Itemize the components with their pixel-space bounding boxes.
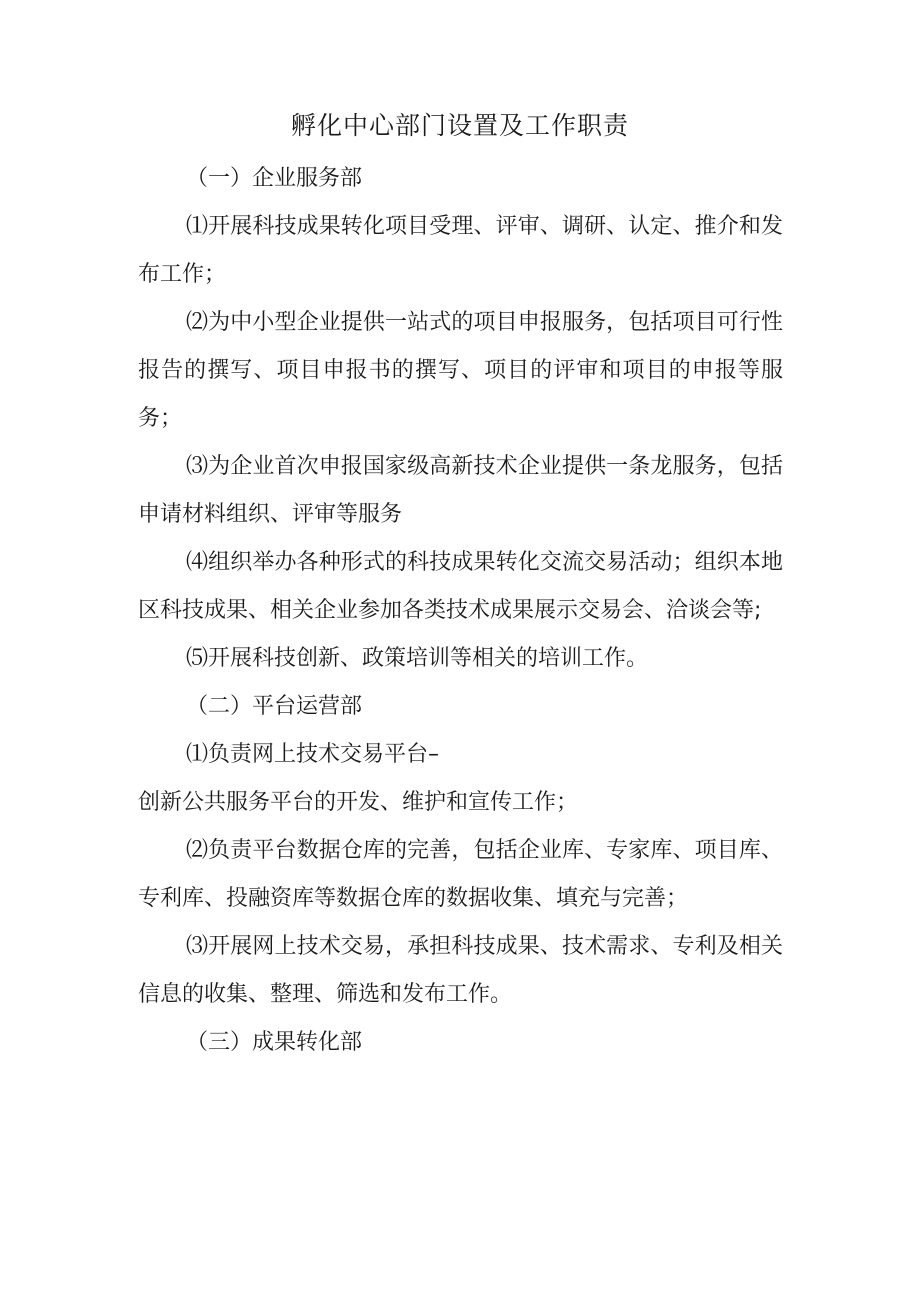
paragraph: ⑸开展科技创新、政策培训等相关的培训工作。 <box>186 646 649 671</box>
paragraph-line: ⑴负责网上技术交易平台– <box>186 742 440 767</box>
paragraph: ⑵为中小型企业提供一站式的项目申报服务，包括项目可行性报告的撰写、项目申报书的撰写、项目的评审和项目的申报等服务； <box>138 310 783 431</box>
paragraph: ⑶为企业首次申报国家级高新技术企业提供一条龙服务，包括申请材料组织、评审等服务 <box>138 454 783 527</box>
paragraph: ⑵负责平台数据仓库的完善，包括企业库、专家库、项目库、专利库、投融资库等数据仓库的数据收集、填充与完善； <box>138 838 783 911</box>
section-heading-platform-operations: （二）平台运营部 <box>186 694 363 719</box>
document-body <box>138 155 783 1067</box>
paragraph: ⑶开展网上技术交易，承担科技成果、技术需求、专利及相关信息的收集、整理、筛选和发布工作。 <box>138 934 783 1007</box>
paragraph: ⑴开展科技成果转化项目受理、评审、调研、认定、推介和发布工作； <box>138 214 783 287</box>
paragraph-line: 创新公共服务平台的开发、维护和宣传工作； <box>138 790 579 815</box>
section-heading-enterprise-service: （一）企业服务部 <box>186 166 363 191</box>
paragraph: ⑷组织举办各种形式的科技成果转化交流交易活动；组织本地区科技成果、相关企业参加各类技术成果展示交易会、洽谈会等; <box>138 550 783 623</box>
section-heading-achievement-transfer: （三）成果转化部 <box>186 1030 363 1055</box>
document-title: 孵化中心部门设置及工作职责 <box>290 111 629 140</box>
